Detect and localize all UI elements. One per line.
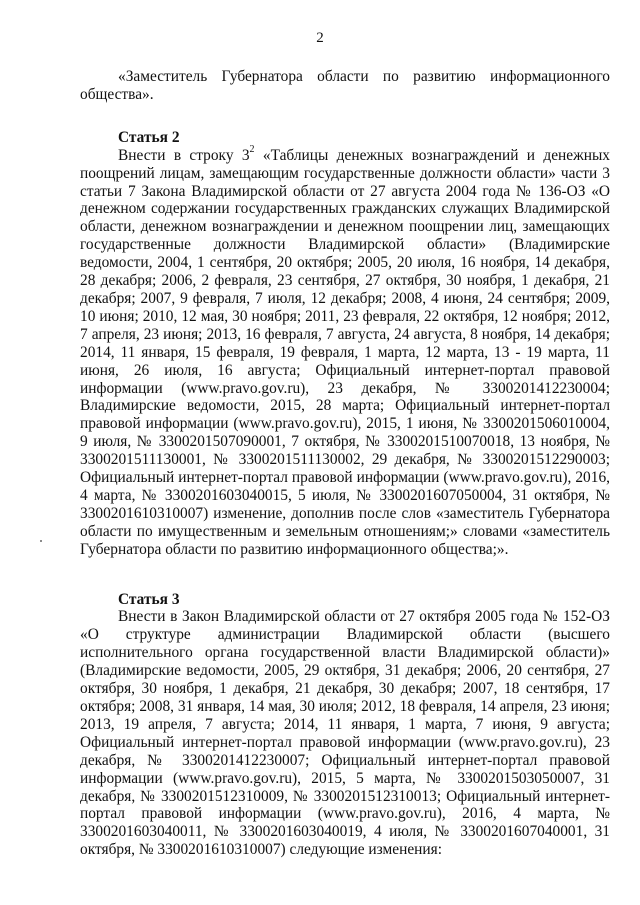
intro-paragraph: «Заместитель Губернатора области по развитию информационного общества».	[80, 68, 610, 103]
document-body	[80, 68, 610, 859]
article-3-paragraph: Внести в Закон Владимирской области от 27 октября 2005 года № 152-ОЗ «О структуре администрации Владимирской области (высшего исполнительного органа государственной власти Владимирской области)» (Владимирские ведомости, 2005, 29 октября, 31 декабря; 2006, 20 сентября, 27 октября, 30 ноября, 1 декабря, 21 декабря, 30 декабря; 2007, 18 сентября, 17 октября; 2008, 31 января, 14 мая, 30 июля; 2012, 18 февраля, 14 апреля, 23 июня; 2013, 19 апреля, 7 августа; 2014, 11 января, 1 марта, 7 июня, 9 августа; Официальный интернет-портал правовой информации (www.pravo.gov.ru), 23 декабря, № 3300201412230007; Официальный интернет-портал правовой информации (www.pravo.gov.ru), 2015, 5 марта, № 3300201503050007, 31 декабря, № 3300201512310009, № 3300201512310013; Официальный интернет-портал правовой информации (www.pravo.gov.ru), 2016, 4 марта, № 3300201603040011, № 3300201603040019, 4 июля, № 3300201607040001, 31 октября, № 3300201610310007) следующие изменения:	[80, 608, 610, 859]
article-2-body: «Таблицы денежных вознаграждений и денежных поощрений лицам, замещающим государственные должности области» части 3 статьи 7 Закона Владимирской области от 27 августа 2004 года № 136-ОЗ «О денежном содержании государственных гражданских служащих Владимирской области, денежном вознаграждении и денежном поощрении лиц, замещающих государственные должности Владимирской области» (Владимирские ведомости, 2004, 1 сентября, 20 октября; 2005, 20 июля, 16 ноября, 14 декабря, 28 декабря; 2006, 2 февраля, 23 сентября, 27 октября, 30 ноября, 1 декабря, 21 декабря; 2007, 9 февраля, 7 июля, 12 декабря; 2008, 4 июня, 24 сентября; 2009, 10 июня; 2010, 12 мая, 30 ноября; 2011, 23 февраля, 22 октября, 12 ноября; 2012, 7 апреля, 23 июня; 2013, 16 февраля, 7 августа, 24 августа, 8 ноября, 14 декабря; 2014, 11 января, 15 февраля, 19 февраля, 1 марта, 12 марта, 13 - 19 марта, 11 июня, 26 июля, 16 августа; Официальный интернет-портал правовой информации (www.pravo.gov.ru), 23 декабря, № 3300201412230004; Владимирские ведомости, 2015, 28 марта; Официальный интернет-портал правовой информации (www.pravo.gov.ru), 2015, 1 июня, № 3300201506010004, 9 июля, № 3300201507090001, 7 октября, № 3300201510070018, 13 ноября, № 3300201511130001, № 3300201511130002, 29 декабря, № 3300201512290003; Официальный интернет-портал правовой информации (www.pravo.gov.ru), 2016, 4 марта, № 3300201603040015, 5 июля, № 3300201607050004, 31 октября, № 3300201610310007) изменение, дополнив после слов «заместитель Губернатора области по имущественным и земельным отношениям;» словами «заместитель Губернатора области по развитию информационного общества;».	[80, 146, 611, 558]
article-2-lead: Внести в строку 3	[118, 146, 250, 164]
article-3-heading: Статья 3	[118, 590, 180, 608]
article-2-paragraph	[80, 143, 611, 559]
article-2-superscript: 2	[249, 143, 255, 155]
page-number: 2	[316, 30, 324, 46]
article-2-heading: Статья 2	[118, 128, 180, 146]
scan-speck	[40, 540, 42, 542]
